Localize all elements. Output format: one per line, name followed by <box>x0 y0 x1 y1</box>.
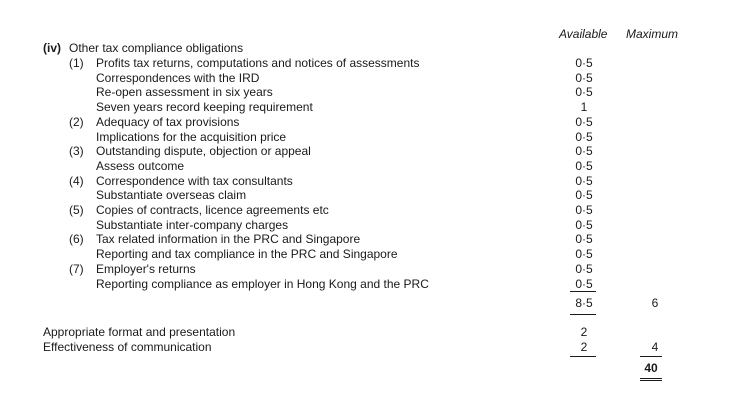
communication-available: 2 <box>580 340 588 354</box>
item-available-mark: 0·5 <box>575 85 593 100</box>
maximum-column-header: Maximum <box>626 27 679 41</box>
section-label: (iv) <box>43 41 61 55</box>
item-number: (7) <box>69 261 84 276</box>
item-description: Employer's returns <box>96 261 196 276</box>
item-available-mark: 0·5 <box>575 129 593 144</box>
item-number: (6) <box>69 232 84 247</box>
maximum-total-underline-1 <box>640 378 662 379</box>
item-available-mark: 0·5 <box>575 188 593 203</box>
maximum-total-top-rule <box>640 356 662 357</box>
available-subtotal-rule <box>570 291 596 292</box>
item-number: (3) <box>69 144 84 159</box>
item-description: Assess outcome <box>96 158 185 173</box>
item-available-mark: 0·5 <box>575 276 593 291</box>
item-available-mark: 0·5 <box>575 144 593 159</box>
item-available-mark: 0·5 <box>575 158 593 173</box>
maximum-grand-total: 40 <box>644 361 658 375</box>
item-available-mark: 0·5 <box>575 232 593 247</box>
item-description: Tax related information in the PRC and Singapore <box>96 232 361 247</box>
item-available-mark: 0·5 <box>575 56 593 70</box>
item-available-mark: 0·5 <box>575 203 593 217</box>
maximum-subtotal: 6 <box>651 296 659 310</box>
item-description: Correspondence with tax consultants <box>96 173 293 188</box>
item-available-mark: 0·5 <box>575 261 593 276</box>
item-description: Reporting compliance as employer in Hong Kong and the PRC <box>96 276 429 291</box>
communication-label: Effectiveness of communication <box>43 340 212 354</box>
item-description: Substantiate overseas claim <box>96 188 247 203</box>
format-presentation-label: Appropriate format and presentation <box>43 325 236 339</box>
item-number: (1) <box>69 56 84 70</box>
item-number: (5) <box>69 203 84 217</box>
item-available-mark: 0·5 <box>575 247 593 262</box>
item-description: Correspondences with the IRD <box>96 70 260 85</box>
item-description: Re-open assessment in six years <box>96 85 273 100</box>
item-description: Adequacy of tax provisions <box>96 114 240 129</box>
item-number: (2) <box>69 114 84 129</box>
maximum-total-underline-2 <box>640 380 662 381</box>
format-presentation-available: 2 <box>580 325 588 339</box>
item-available-mark: 1 <box>580 100 588 115</box>
available-subtotal: 8·5 <box>575 296 593 310</box>
item-number: (4) <box>69 173 84 188</box>
item-description: Reporting and tax compliance in the PRC and Singapore <box>96 247 398 262</box>
item-available-mark: 0·5 <box>575 114 593 129</box>
available-final-rule <box>570 356 596 357</box>
item-description: Implications for the acquisition price <box>96 129 287 144</box>
available-subtotal-underline <box>570 314 596 315</box>
item-available-mark: 0·5 <box>575 217 593 232</box>
item-description: Seven years record keeping requirement <box>96 100 313 115</box>
item-description: Profits tax returns, computations and notices of assessments <box>96 56 420 70</box>
item-description: Copies of contracts, licence agreements etc <box>96 203 329 217</box>
available-column-header: Available <box>559 27 608 41</box>
item-available-mark: 0·5 <box>575 173 593 188</box>
communication-maximum: 4 <box>651 340 659 354</box>
item-description: Substantiate inter-company charges <box>96 217 289 232</box>
section-title: Other tax compliance obligations <box>69 41 244 55</box>
item-description: Outstanding dispute, objection or appeal <box>96 144 311 159</box>
item-available-mark: 0·5 <box>575 70 593 85</box>
